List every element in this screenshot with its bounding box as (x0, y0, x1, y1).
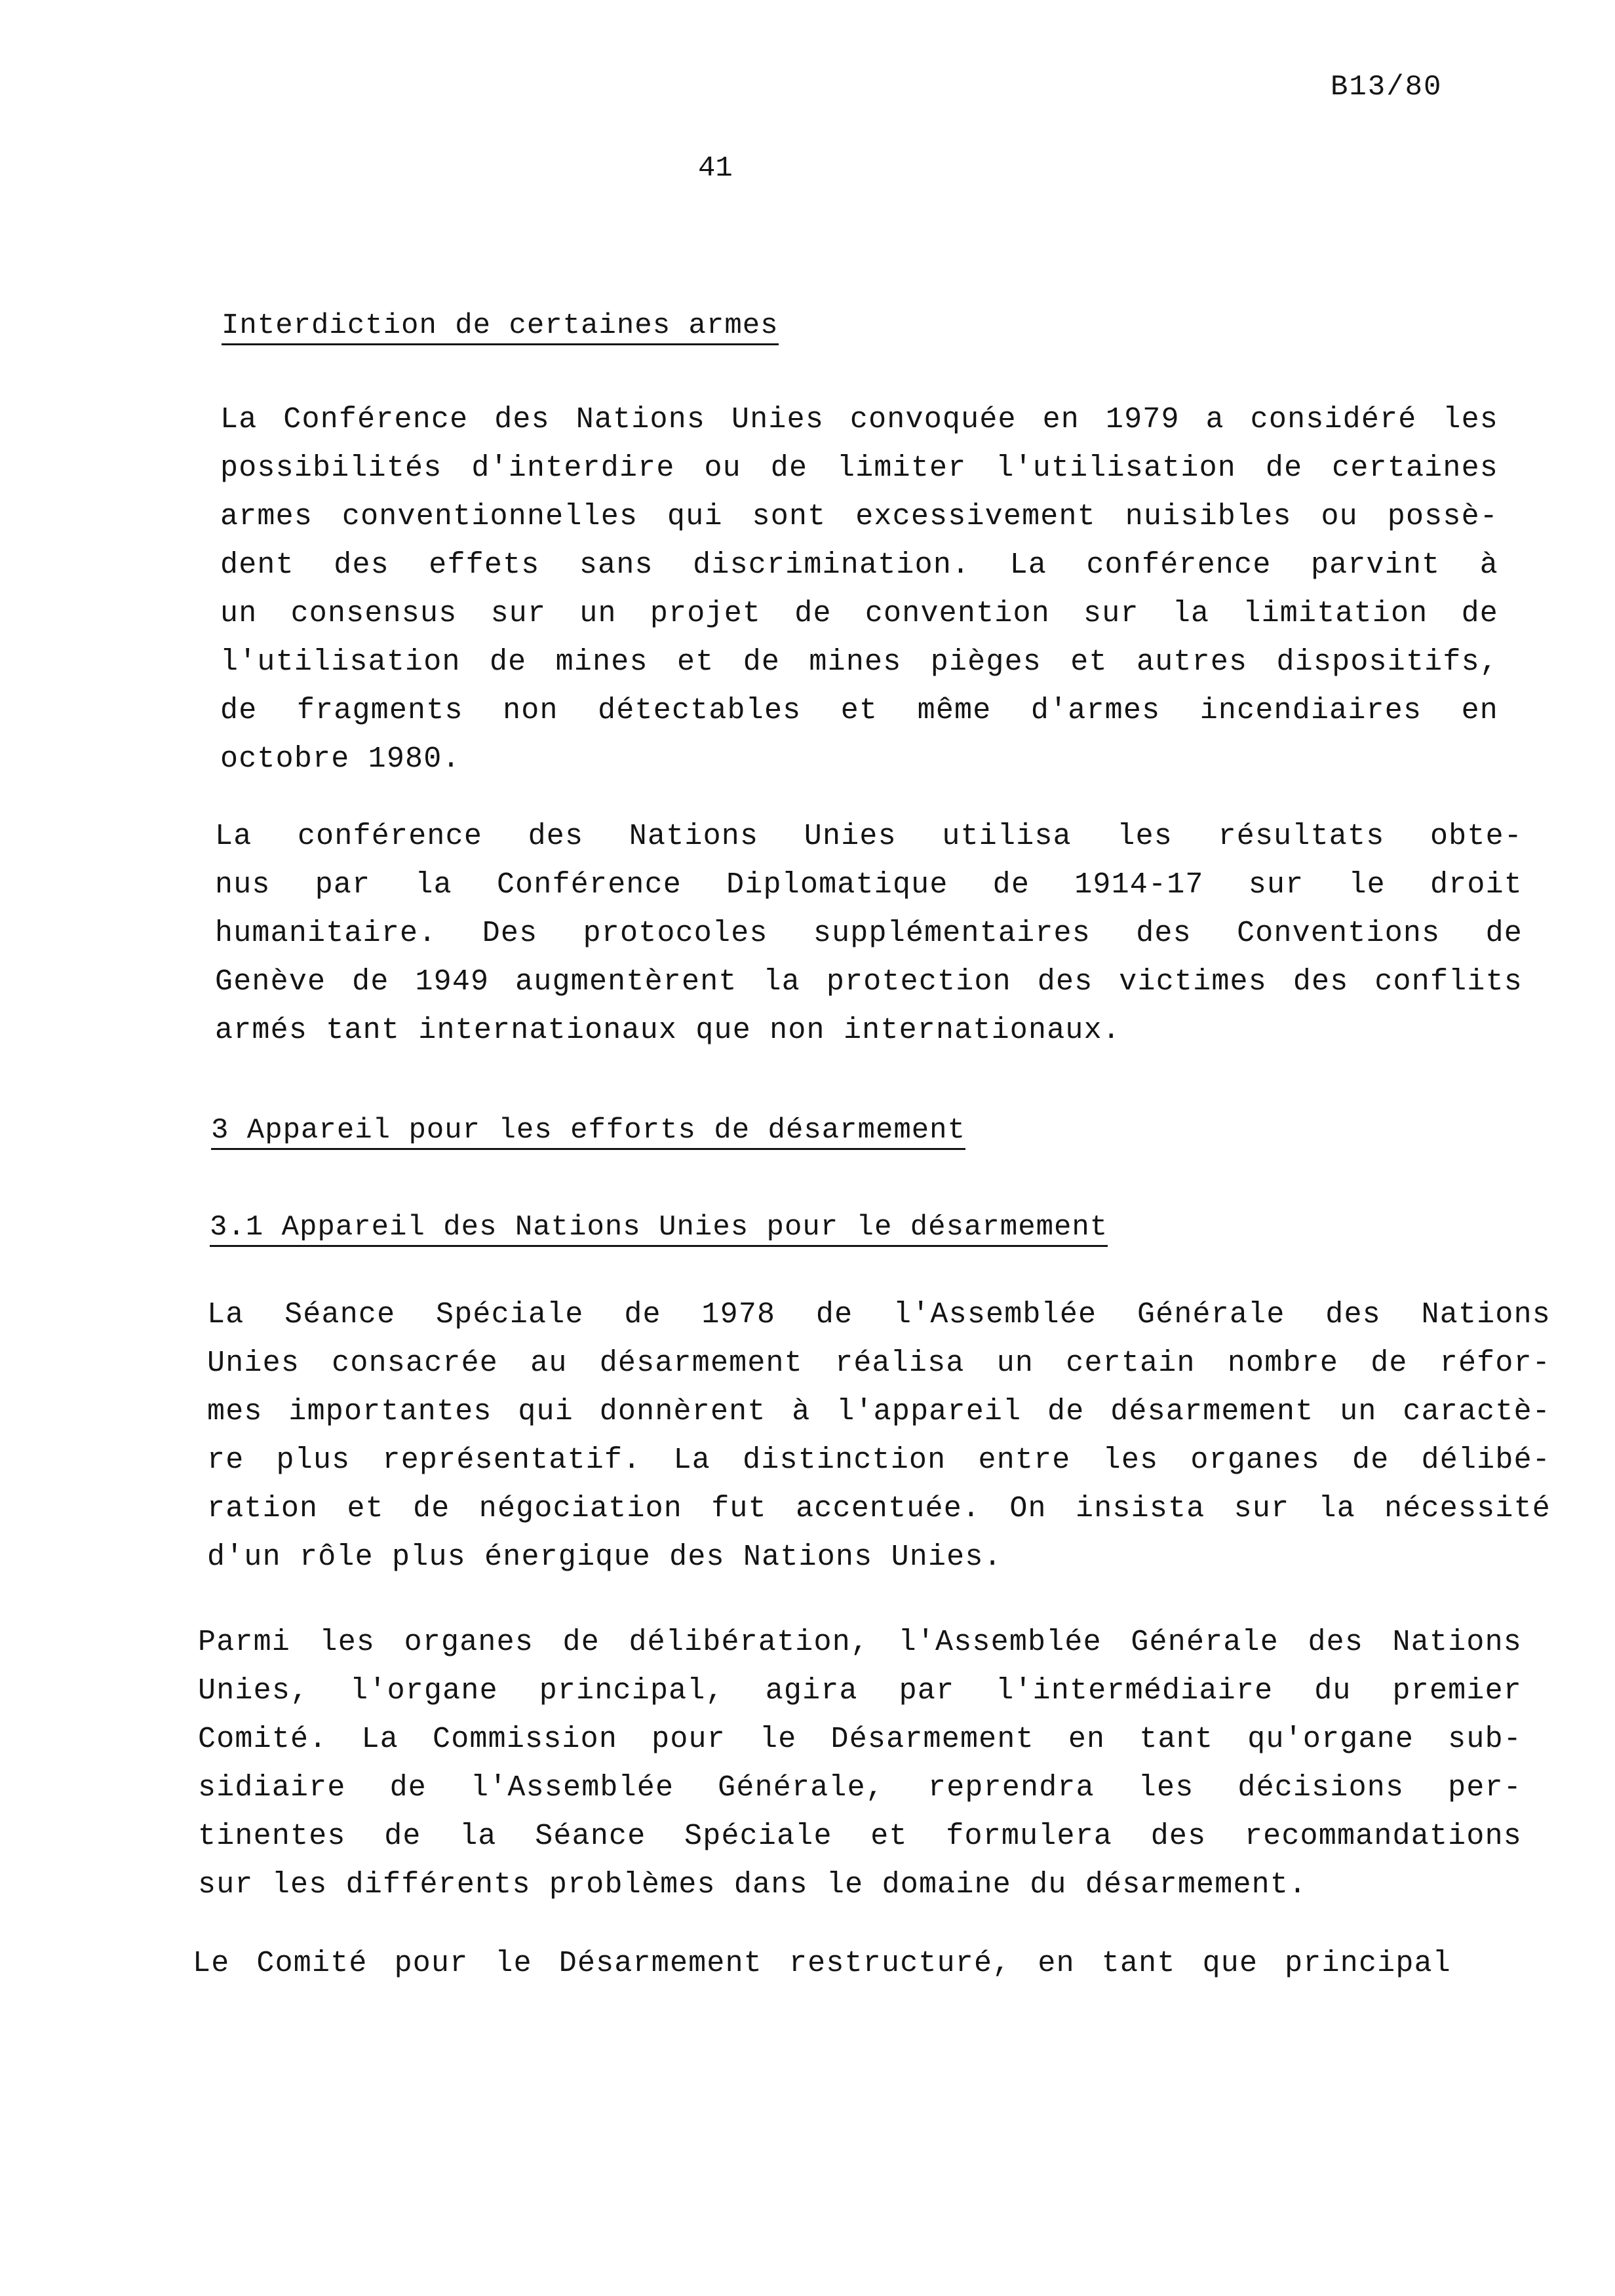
text-line: Le Comité pour le Désarmement restructuré, en tant que principal (193, 1947, 1451, 1980)
paragraph-un-conference-1979 (220, 396, 1498, 784)
text-line: dent des effets sans discrimination. La conférence parvint à (220, 548, 1498, 582)
document-reference: B13/80 (1331, 71, 1443, 104)
text-line: Genève de 1949 augmentèrent la protection des victimes des conflits (215, 965, 1523, 999)
text-line: La Séance Spéciale de 1978 de l'Assemblée Générale des Nations (207, 1298, 1551, 1331)
text-line: nus par la Conférence Diplomatique de 1914-17 sur le droit (215, 868, 1523, 902)
section-heading-weapons: Interdiction de certaines armes (222, 309, 779, 345)
page-number: 41 (698, 152, 733, 185)
text-line: humanitaire. Des protocoles supplémentaires des Conventions de (215, 917, 1523, 950)
paragraph-special-session-1978 (207, 1291, 1551, 1582)
subsection-heading-un-machinery: 3.1 Appareil des Nations Unies pour le désarmement (210, 1211, 1108, 1247)
text-line: l'utilisation de mines et de mines pièges et autres dispositifs, (220, 645, 1498, 679)
text-line: La Conférence des Nations Unies convoquée en 1979 a considéré les (220, 403, 1498, 436)
text-line: La conférence des Nations Unies utilisa les résultats obte- (215, 820, 1523, 853)
text-line: armés tant internationaux que non internationaux. (215, 1014, 1121, 1047)
text-line: Parmi les organes de délibération, l'Assemblée Générale des Nations (198, 1626, 1522, 1659)
paragraph-diplomatic-conference (215, 813, 1523, 1055)
text-line: sur les différents problèmes dans le domaine du désarmement. (198, 1868, 1308, 1902)
text-line: de fragments non détectables et même d'armes incendiaires en (220, 694, 1498, 727)
text-line: re plus représentatif. La distinction entre les organes de délibé- (207, 1444, 1551, 1477)
text-line: possibilités d'interdire ou de limiter l'utilisation de certaines (220, 451, 1498, 485)
paragraph-deliberative-organs (198, 1618, 1522, 1909)
section-heading-disarmament-machinery: 3 Appareil pour les efforts de désarmement (211, 1114, 965, 1150)
text-line: tinentes de la Séance Spéciale et formulera des recommandations (198, 1820, 1522, 1853)
text-line: mes importantes qui donnèrent à l'appareil de désarmement un caractè- (207, 1395, 1551, 1428)
text-line: un consensus sur un projet de convention sur la limitation de (220, 597, 1498, 630)
text-line: octobre 1980. (220, 742, 461, 776)
text-line: ration et de négociation fut accentuée. On insista sur la nécessité (207, 1492, 1551, 1525)
text-line: armes conventionnelles qui sont excessivement nuisibles ou possè- (220, 500, 1498, 533)
text-line: Unies, l'organe principal, agira par l'intermédiaire du premier (198, 1674, 1522, 1708)
paragraph-committee-disarmament (193, 1940, 1451, 1988)
text-line: d'un rôle plus énergique des Nations Unies. (207, 1540, 1002, 1574)
text-line: Unies consacrée au désarmement réalisa un certain nombre de réfor- (207, 1347, 1551, 1380)
text-line: Comité. La Commission pour le Désarmement en tant qu'organe sub- (198, 1723, 1522, 1756)
text-line: sidiaire de l'Assemblée Générale, reprendra les décisions per- (198, 1771, 1522, 1805)
